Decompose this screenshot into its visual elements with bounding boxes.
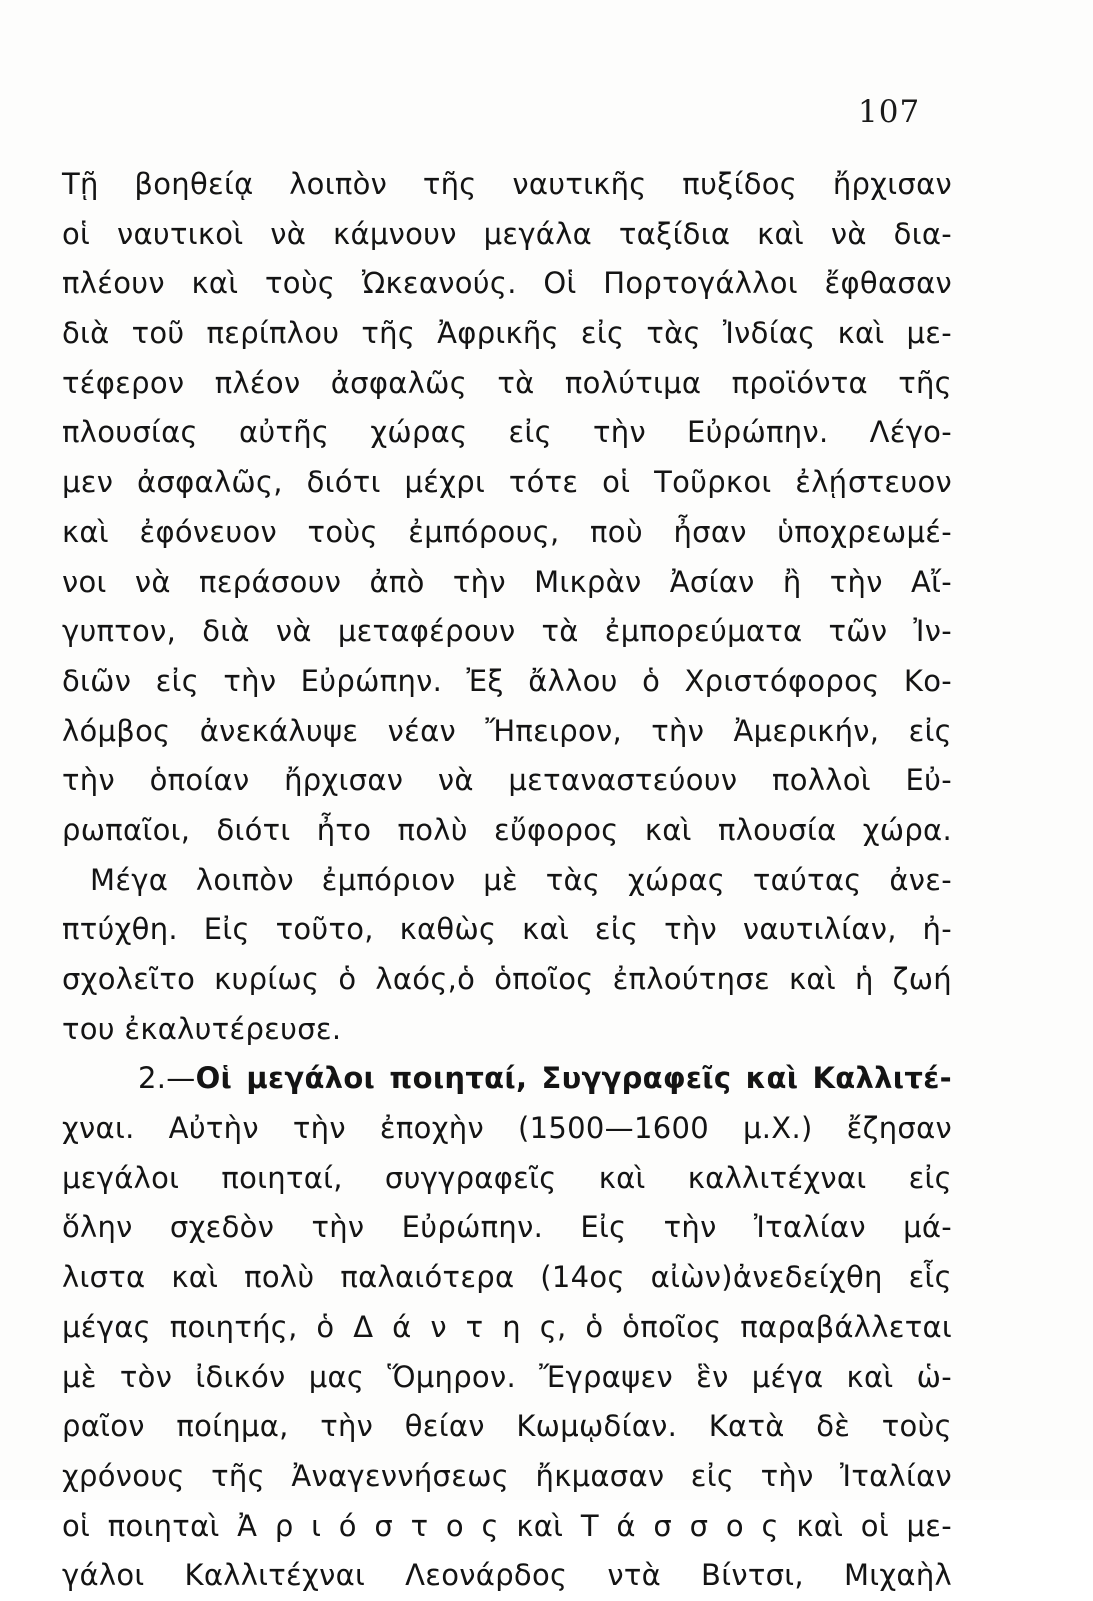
text-line: χναι. Αὐτὴν τὴν ἐποχὴν (1500—1600 μ.Χ.) ἔζησαν bbox=[62, 1111, 952, 1146]
text-line: ραῖον ποίημα, τὴν θείαν Κωμῳδίαν. Κατὰ δὲ τοὺς bbox=[62, 1409, 952, 1444]
text-line: πλουσίας αὐτῆς χώρας εἰς τὴν Εὐρώπην. Λέγο- bbox=[62, 415, 952, 450]
text-line: του ἐκαλυτέρευσε. bbox=[62, 1011, 342, 1046]
text-line: τέφερον πλέον ἀσφαλῶς τὰ πολύτιμα προϊόντα τῆς bbox=[62, 365, 952, 400]
text-line: πτύχθη. Εἰς τοῦτο, καθὼς καὶ εἰς τὴν ναυτιλίαν, ἠ- bbox=[62, 912, 952, 947]
body-text bbox=[62, 160, 952, 1601]
text-line: ὅλην σχεδὸν τὴν Εὐρώπην. Εἰς τὴν Ἰταλίαν μά- bbox=[62, 1210, 952, 1245]
text-line: καὶ ἐφόνευον τοὺς ἐμπόρους, ποὺ ἦσαν ὑποχρεωμέ- bbox=[62, 514, 952, 549]
text-line: μὲ τὸν ἰδικόν μας Ὅμηρον. Ἔγραψεν ἓν μέγα καὶ ὡ- bbox=[62, 1359, 952, 1394]
text-line: μέγας ποιητής, ὁ Δ ά ν τ η ς, ὁ ὁποῖος παραβάλλεται bbox=[62, 1309, 952, 1344]
text-line: γυπτον, διὰ νὰ μεταφέρουν τὰ ἐμπορεύματα τῶν Ἰν- bbox=[62, 614, 952, 649]
text-line: πλέουν καὶ τοὺς Ὠκεανούς. Οἱ Πορτογάλλοι ἔφθασαν bbox=[62, 266, 952, 301]
section-title: Οἱ μεγάλοι ποιηταί, Συγγραφεῖς καὶ Καλλιτέ- bbox=[195, 1061, 952, 1096]
text-line: μεν ἀσφαλῶς, διότι μέχρι τότε οἱ Τοῦρκοι ἐλῄστευον bbox=[62, 465, 952, 500]
section-heading bbox=[62, 1054, 952, 1104]
text-line: γάλοι Καλλιτέχναι Λεονάρδος ντὰ Βίντσι, Μιχαὴλ bbox=[62, 1558, 952, 1593]
text-line: τὴν ὁποίαν ἤρχισαν νὰ μεταναστεύουν πολλοὶ Εὐ- bbox=[62, 763, 952, 798]
text-line: διῶν εἰς τὴν Εὐρώπην. Ἐξ ἄλλου ὁ Χριστόφορος Κο- bbox=[62, 663, 952, 698]
text-line: Μέγα λοιπὸν ἐμπόριον μὲ τὰς χώρας ταύτας ἀνε- bbox=[90, 862, 952, 897]
text-line: ρωπαῖοι, διότι ἦτο πολὺ εὔφορος καὶ πλουσία χώρα. bbox=[62, 812, 952, 847]
text-line: οἱ ποιηταὶ Ἀ ρ ι ό σ τ ο ς καὶ Τ ά σ σ ο ς καὶ οἱ με- bbox=[62, 1508, 952, 1543]
text-line: χρόνους τῆς Ἀναγεννήσεως ἤκμασαν εἰς τὴν Ἰταλίαν bbox=[62, 1458, 952, 1493]
text-line: μεγάλοι ποιηταί, συγγραφεῖς καὶ καλλιτέχναι εἰς bbox=[62, 1160, 952, 1195]
text-line: Τῇ βοηθείᾳ λοιπὸν τῆς ναυτικῆς πυξίδος ἤρχισαν bbox=[62, 167, 952, 201]
text-line: νοι νὰ περάσουν ἀπὸ τὴν Μικρὰν Ἀσίαν ἢ τὴν Αἴ- bbox=[62, 564, 952, 599]
text-line: οἱ ναυτικοὶ νὰ κάμνουν μεγάλα ταξίδια καὶ νὰ δια- bbox=[62, 216, 952, 251]
text-line: λόμβος ἀνεκάλυψε νέαν Ἤπειρον, τὴν Ἀμερικήν, εἰς bbox=[62, 713, 952, 748]
page-number: 107 bbox=[858, 94, 921, 130]
text-line: λιστα καὶ πολὺ παλαιότερα (14ος αἰὼν)ἀνεδείχθη εἷς bbox=[62, 1260, 952, 1295]
section-number: 2.— bbox=[138, 1061, 196, 1096]
text-line: σχολεῖτο κυρίως ὁ λαός,ὁ ὁποῖος ἐπλούτησε καὶ ἡ ζωή bbox=[62, 962, 952, 996]
text-line: διὰ τοῦ περίπλου τῆς Ἀφρικῆς εἰς τὰς Ἰνδίας καὶ με- bbox=[62, 316, 952, 351]
